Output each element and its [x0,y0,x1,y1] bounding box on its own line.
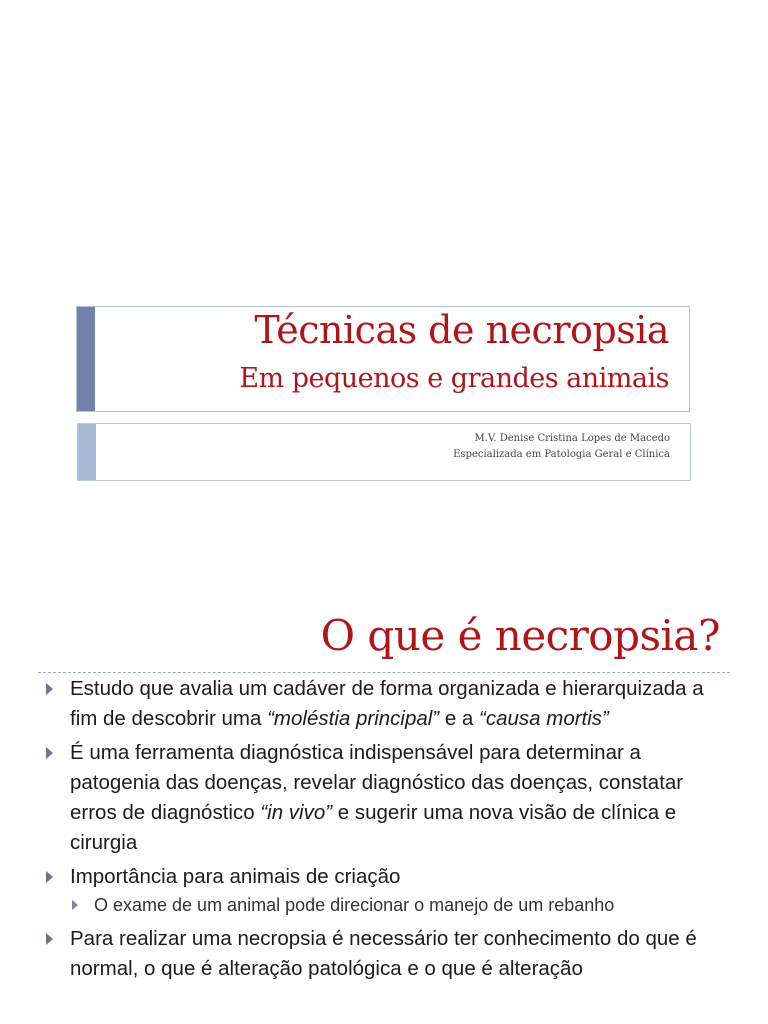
bullet-emphasis: “in vivo” [260,801,333,824]
bullet-text: e a [439,707,480,730]
sub-bullet-arrow-icon [72,900,78,910]
bullet-item [0,862,768,892]
title-box [76,306,690,412]
bullet-item [0,924,768,984]
sub-bullet-text: O exame de um animal pode direcionar o manejo de um rebanho [94,895,615,915]
bullet-item [0,674,768,734]
author-name: M.V. Denise Cristina Lopes de Macedo [474,433,670,444]
bullet-text: Estudo que avalia um cadáver de forma organizada e hierarquizada a fim de descobrir uma [70,677,704,730]
bullet-list [0,674,768,988]
bullet-text: Para realizar uma necropsia é necessário ter conhecimento do que é normal, o que é alteração patológica e o que é alteração [70,927,697,980]
bullet-arrow-icon [46,871,53,883]
bullet-emphasis: “moléstia principal” [267,707,440,730]
content-slide [0,560,768,1024]
slide-heading: O que é necropsia? [320,611,720,660]
sub-bullet-item [0,892,768,918]
bullet-text: e sugerir uma nova visão de clínica e cirurgia [70,801,677,854]
bullet-text: É uma ferramenta diagnóstica indispensável para determinar a patogenia das doenças, revelar diagnóstico das doenças, constatar erros de diagnóstico [70,741,684,824]
author-specialization: Especializada em Patologia Geral e Clínica [453,449,670,460]
presentation-subtitle: Em pequenos e grandes animais [239,363,669,394]
heading-divider [38,672,730,673]
bullet-item [0,738,768,858]
bullet-arrow-icon [46,933,53,945]
author-box [77,423,691,481]
bullet-arrow-icon [46,683,53,695]
bullet-emphasis: “causa mortis” [479,707,609,730]
author-accent-bar [78,424,96,480]
bullet-arrow-icon [46,747,53,759]
bullet-text: Importância para animais de criação [70,865,401,888]
presentation-title: Técnicas de necropsia [254,308,669,352]
title-accent-bar [77,307,95,411]
